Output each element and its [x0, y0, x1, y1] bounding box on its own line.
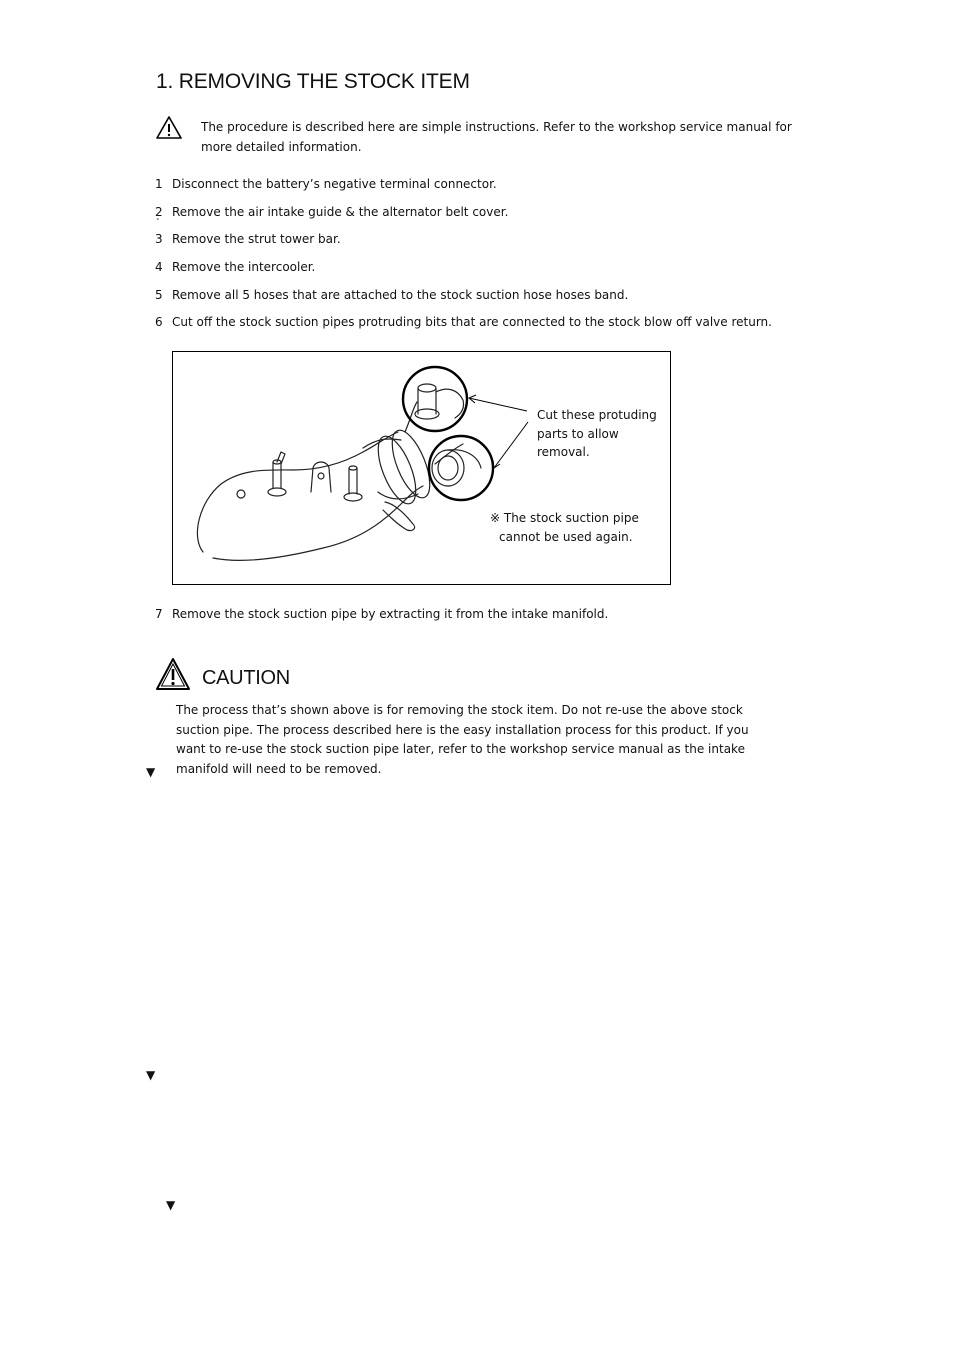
step-3	[155, 231, 341, 247]
step-number: 5	[155, 288, 163, 302]
step-text: Remove the air intake guide & the alternator belt cover.	[172, 205, 509, 219]
step-text: Disconnect the battery’s negative terminal connector.	[172, 177, 497, 191]
step-number: 7	[155, 607, 163, 621]
caution-title: CAUTION	[202, 667, 290, 689]
figure-note-line2: cannot be used again.	[499, 530, 633, 544]
figure-note	[490, 509, 660, 547]
page-title: 1. REMOVING THE STOCK ITEM	[156, 70, 470, 93]
step-text: Remove the strut tower bar.	[172, 232, 341, 246]
warning-triangle-icon	[155, 115, 183, 144]
tiny-mark: ˅	[156, 218, 160, 226]
step-text: Cut off the stock suction pipes protruding bits that are connected to the stock blow off valve return.	[172, 315, 772, 329]
step-4	[155, 259, 315, 275]
step-number: 1	[155, 177, 163, 191]
step-number: 6	[155, 315, 163, 329]
step-5	[155, 287, 628, 303]
step-1	[155, 176, 497, 192]
figure-callout: Cut these protuding parts to allow removal.	[537, 408, 657, 459]
figure-note-line1: ※ The stock suction pipe	[490, 511, 639, 525]
step-2	[155, 204, 508, 220]
step-text: Remove all 5 hoses that are attached to the stock suction hose hoses band.	[172, 288, 629, 302]
step-number: 4	[155, 260, 163, 274]
figure-box	[172, 351, 671, 585]
suction-pipe-illustration	[173, 352, 670, 584]
step-text: Remove the stock suction pipe by extracting it from the intake manifold.	[172, 607, 609, 621]
top-port-highlight	[403, 367, 467, 431]
down-marker: ▼	[146, 1068, 156, 1082]
down-marker: ▼	[146, 765, 156, 779]
caution-triangle-icon	[155, 657, 191, 695]
step-6	[155, 314, 772, 330]
step-text: Remove the intercooler.	[172, 260, 316, 274]
down-marker: ▼	[166, 1198, 176, 1212]
step-7	[155, 606, 608, 622]
caution-text: The process that’s shown above is for removing the stock item. Do not re-use the above stock suction pipe. The process described here is the easy installation process for this product. If you want to re-use the stock suction pipe later, refer to the workshop service manual as the intake manifold will need to be removed.	[176, 703, 749, 776]
intro-note: The procedure is described here are simple instructions. Refer to the workshop service manual for more detailed information.	[201, 120, 792, 154]
step-number: 3	[155, 232, 163, 246]
step-number: 2	[155, 205, 163, 219]
